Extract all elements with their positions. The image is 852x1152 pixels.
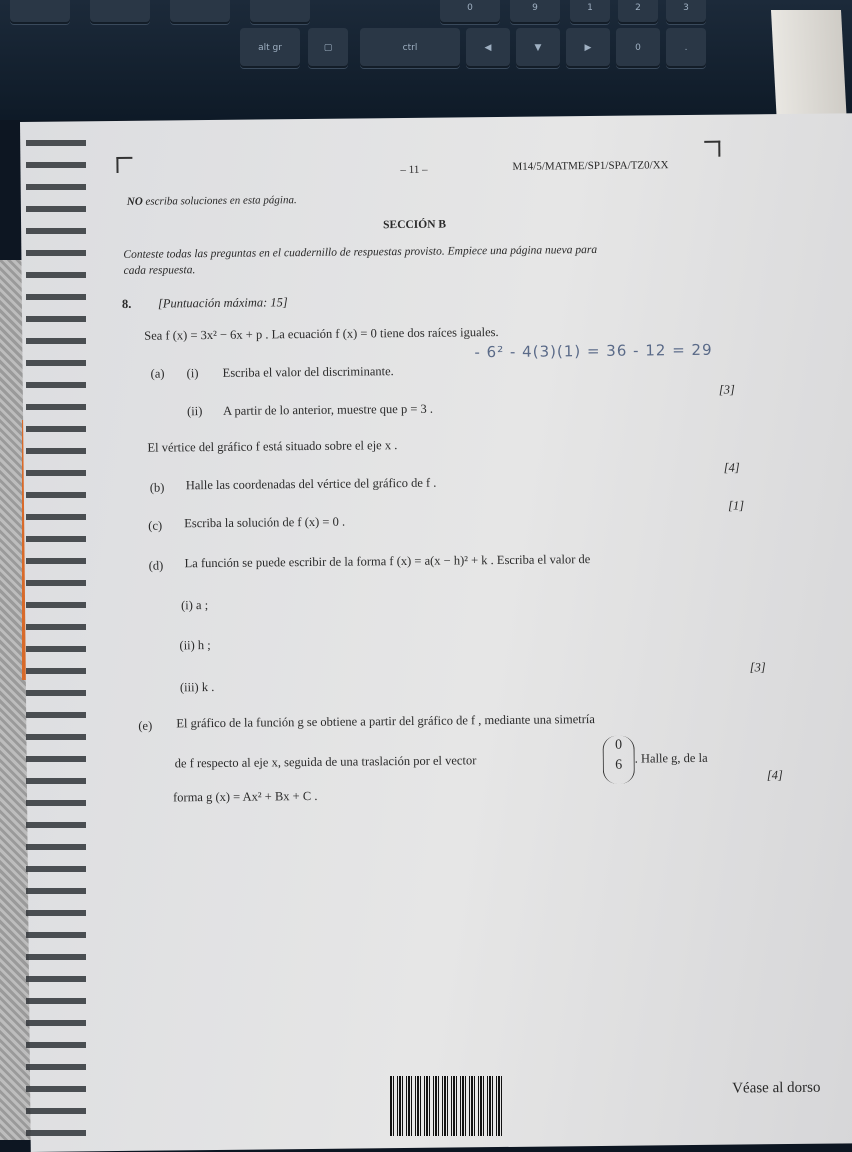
question-number: 8. (121, 296, 132, 311)
max-points: [Puntuación máxima: 15] (157, 295, 288, 311)
turn-over-note: Véase al dorso (732, 1079, 821, 1097)
laptop-keyboard (0, 0, 852, 120)
translation-vector (602, 736, 635, 784)
part-c-text: Escriba la solución de f (x) = 0 . (184, 514, 346, 531)
key-dot: . (666, 28, 706, 68)
section-title: SECCIÓN B (383, 218, 447, 232)
part-a-marks: [3] (718, 382, 735, 397)
part-e-line-2-end: . Halle g, de la (634, 750, 708, 766)
part-d-label: (d) (148, 558, 164, 573)
warning-emphasis: NO (126, 195, 143, 208)
page-warning (127, 194, 297, 208)
section-instructions-2: cada respuesta. (123, 264, 196, 277)
key (250, 0, 310, 24)
part-a-label: (a) (150, 366, 165, 381)
key-right: ▶ (566, 28, 610, 68)
section-instructions: Conteste todas las preguntas en el cuadernillo de respuestas provisto. Empiece una página nueva para (123, 243, 598, 261)
question-intro: Sea f (x) = 3x² − 6x + p . La ecuación f (x) = 0 tiene dos raíces iguales. (144, 324, 499, 343)
key-alt-gr: alt gr (240, 28, 300, 68)
part-b-text: Halle las coordenadas del vértice del gráfico de f . (185, 475, 437, 493)
part-d-text: La función se puede escribir de la forma f (x) = a(x − h)² + k . Escriba el valor de (184, 552, 591, 571)
paper-code: M14/5/MATME/SP1/SPA/TZ0/XX (512, 159, 669, 173)
part-a-ii-label: (ii) (186, 404, 203, 419)
spiral-binding (26, 130, 86, 1140)
key-0: 0 (616, 28, 660, 68)
corner-mark (704, 141, 720, 157)
key (10, 0, 70, 24)
part-b-label: (b) (149, 480, 165, 495)
part-d-ii: (ii) h ; (179, 638, 211, 653)
part-a-ii-text: A partir de lo anterior, muestre que p = 3 . (222, 401, 434, 418)
part-e-line-2: de f respecto al eje x, seguida de una traslación por el vector (174, 753, 477, 771)
key-down: ▼ (516, 28, 560, 68)
key-menu: ▢ (308, 28, 348, 68)
key-left: ◀ (466, 28, 510, 68)
barcode (390, 1076, 502, 1136)
key (90, 0, 150, 24)
corner-mark (116, 157, 132, 173)
part-c-label: (c) (148, 518, 163, 533)
part-d-iii: (iii) k . (179, 679, 215, 695)
part-a-i-text: Escriba el valor del discriminante. (222, 364, 394, 380)
key (170, 0, 230, 24)
part-e-label: (e) (138, 718, 153, 733)
key: 2 (618, 0, 658, 24)
part-c-marks: [1] (727, 498, 745, 513)
part-e-line-3: forma g (x) = Ax² + Bx + C . (173, 788, 318, 805)
key: 0 (440, 0, 500, 24)
vertex-note: El vértice del gráfico f está situado sobre el eje x . (147, 438, 398, 455)
part-b-marks: [4] (723, 460, 740, 475)
key: 3 (666, 0, 706, 24)
page-number: – 11 – (400, 163, 428, 177)
exam-page (20, 113, 852, 1152)
key: 1 (570, 0, 610, 24)
part-e-marks: [4] (766, 768, 783, 783)
part-a-i-label: (i) (186, 366, 199, 381)
key-ctrl: ctrl (360, 28, 460, 68)
key: 9 (510, 0, 560, 24)
part-d-i: (i) a ; (180, 598, 209, 613)
vector-top: 0 (614, 737, 623, 753)
part-d-marks: [3] (749, 660, 766, 675)
handwritten-answer: - 6² - 4(3)(1) = 36 - 12 = 29 (474, 340, 713, 362)
warning-text: escriba soluciones en esta página. (145, 194, 297, 208)
vector-bottom: 6 (615, 757, 623, 773)
part-e-line-1: El gráfico de la función g se obtiene a partir del gráfico de f , mediante una simetría (176, 712, 595, 731)
